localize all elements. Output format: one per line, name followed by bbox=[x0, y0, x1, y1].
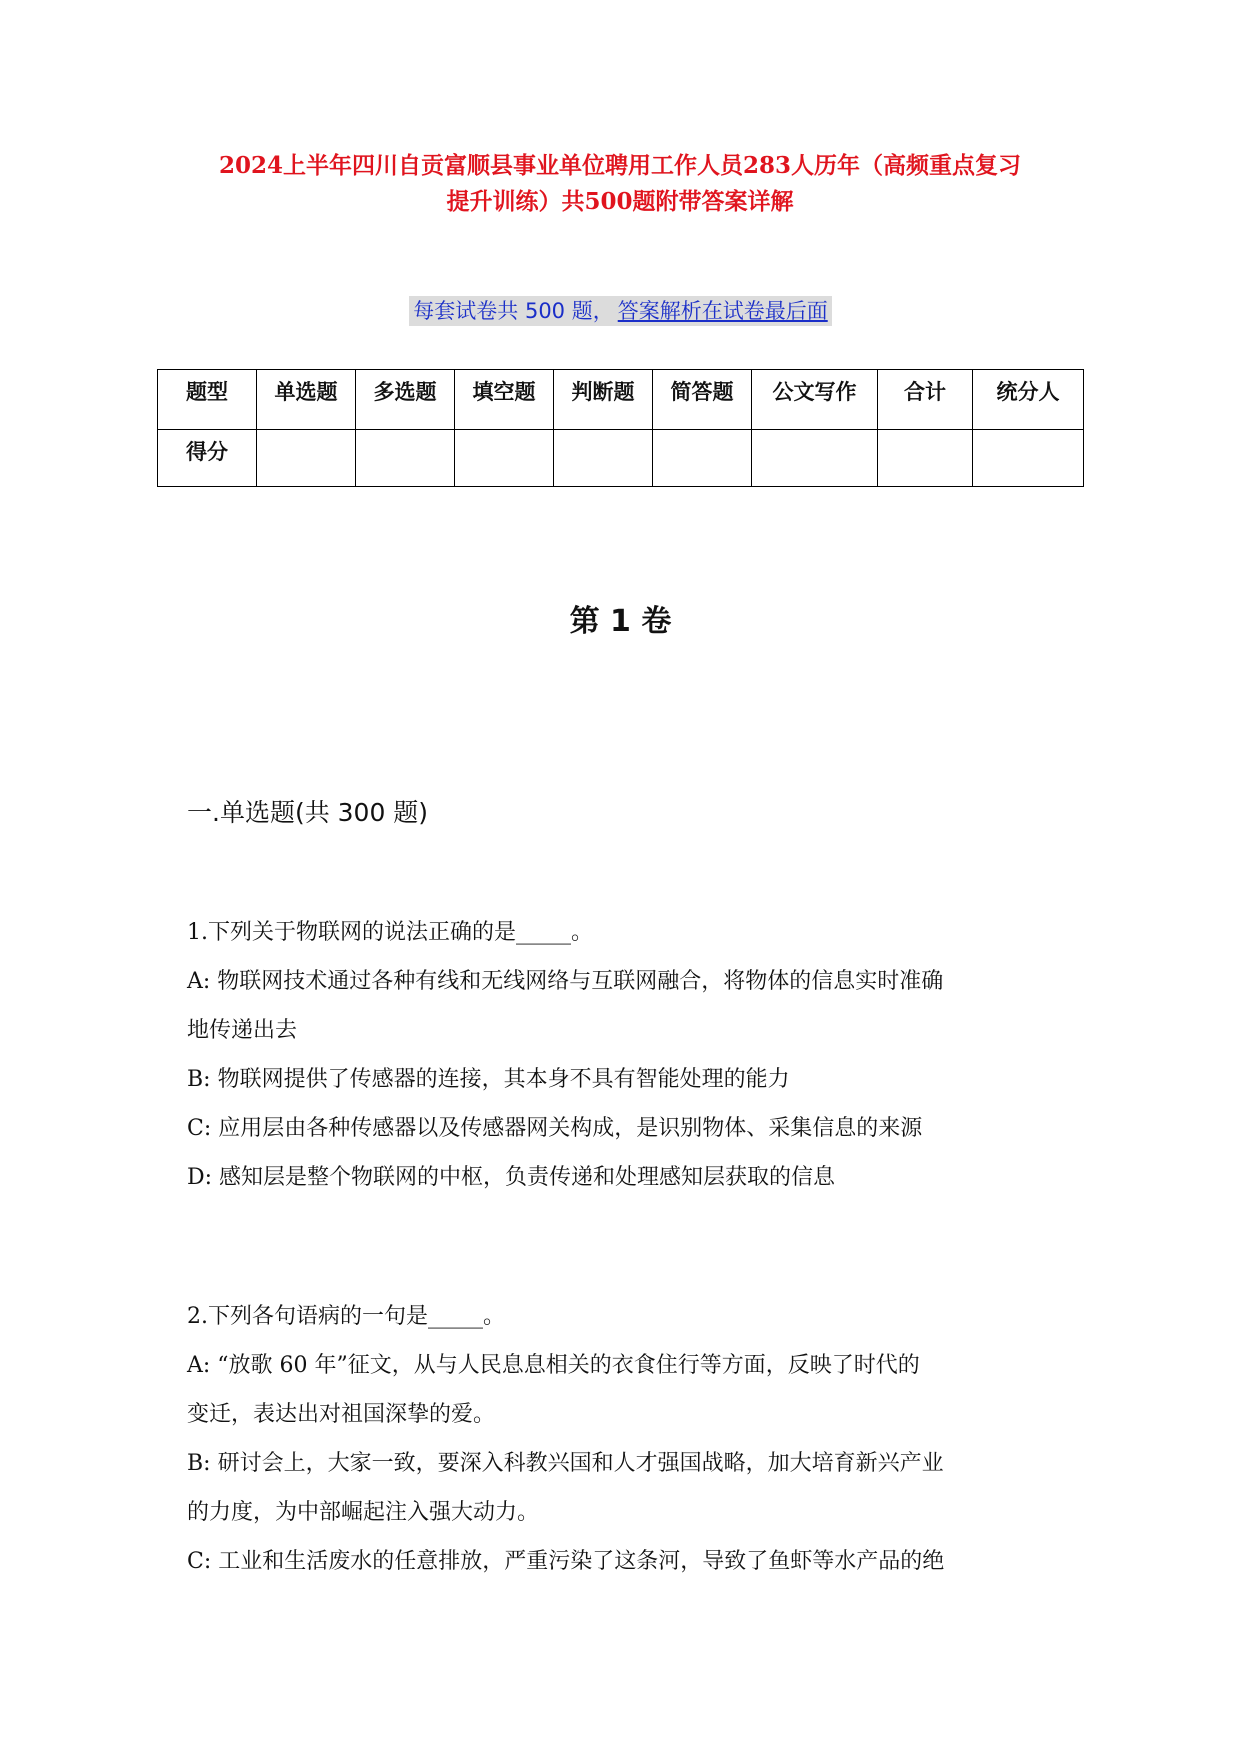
header-cell-official-writing: 公文写作 bbox=[752, 370, 878, 430]
header-cell-short-answer: 简答题 bbox=[653, 370, 752, 430]
option-line: B: 物联网提供了传感器的连接，其本身不具有智能处理的能力 bbox=[187, 1067, 790, 1092]
question-stem: 2.下列各句语病的一句是_____。 bbox=[187, 1304, 505, 1329]
header-cell-type: 题型 bbox=[158, 370, 257, 430]
score-table-header-row bbox=[158, 370, 1084, 430]
header-cell-true-false: 判断题 bbox=[554, 370, 653, 430]
option-line: A: “放歌 60 年”征文，从与人民息息相关的衣食住行等方面，反映了时代的 bbox=[187, 1353, 920, 1378]
score-cell bbox=[554, 430, 653, 487]
score-row-label: 得分 bbox=[158, 430, 257, 487]
header-cell-fill-blank: 填空题 bbox=[455, 370, 554, 430]
question-2 bbox=[187, 1292, 1067, 1586]
score-cell bbox=[356, 430, 455, 487]
score-cell bbox=[973, 430, 1084, 487]
title-line-1: 2024上半年四川自贡富顺县事业单位聘用工作人员283人历年（高频重点复习 bbox=[218, 152, 1022, 179]
option-line: 的力度，为中部崛起注入强大动力。 bbox=[187, 1500, 540, 1525]
score-cell bbox=[257, 430, 356, 487]
notice-prefix: 每套试卷共 500 题， bbox=[411, 296, 615, 326]
volume-heading: 第 1 卷 bbox=[569, 604, 672, 639]
score-table bbox=[157, 369, 1084, 487]
option-line: D: 感知层是整个物联网的中枢，负责传递和处理感知层获取的信息 bbox=[187, 1165, 836, 1190]
option-line: C: 工业和生活废水的任意排放，严重污染了这条河，导致了鱼虾等水产品的绝 bbox=[187, 1549, 945, 1574]
header-cell-multiple-choice: 多选题 bbox=[356, 370, 455, 430]
score-cell bbox=[455, 430, 554, 487]
section-heading: 一.单选题(共 300 题) bbox=[187, 798, 429, 827]
question-stem: 1.下列关于物联网的说法正确的是_____。 bbox=[187, 920, 593, 945]
header-cell-single-choice: 单选题 bbox=[257, 370, 356, 430]
score-cell bbox=[653, 430, 752, 487]
answer-notice bbox=[0, 296, 1241, 326]
option-line: C: 应用层由各种传感器以及传感器网关构成，是识别物体、采集信息的来源 bbox=[187, 1116, 923, 1141]
document-title bbox=[150, 148, 1090, 220]
option-line: A: 物联网技术通过各种有线和无线网络与互联网融合，将物体的信息实时准确 bbox=[187, 969, 944, 994]
option-line: B: 研讨会上，大家一致，要深入科教兴国和人才强国战略，加大培育新兴产业 bbox=[187, 1451, 944, 1476]
score-table-score-row bbox=[158, 430, 1084, 487]
question-1 bbox=[187, 908, 1067, 1202]
title-line-2: 提升训练）共500题附带答案详解 bbox=[446, 188, 794, 215]
header-cell-total: 合计 bbox=[878, 370, 973, 430]
score-cell bbox=[752, 430, 878, 487]
option-line: 变迁，表达出对祖国深挚的爱。 bbox=[187, 1402, 496, 1427]
notice-link[interactable]: 答案解析在试卷最后面 bbox=[616, 296, 830, 326]
header-cell-scorer: 统分人 bbox=[973, 370, 1084, 430]
notice-highlight bbox=[409, 296, 831, 326]
option-line: 地传递出去 bbox=[187, 1018, 298, 1043]
score-cell bbox=[878, 430, 973, 487]
